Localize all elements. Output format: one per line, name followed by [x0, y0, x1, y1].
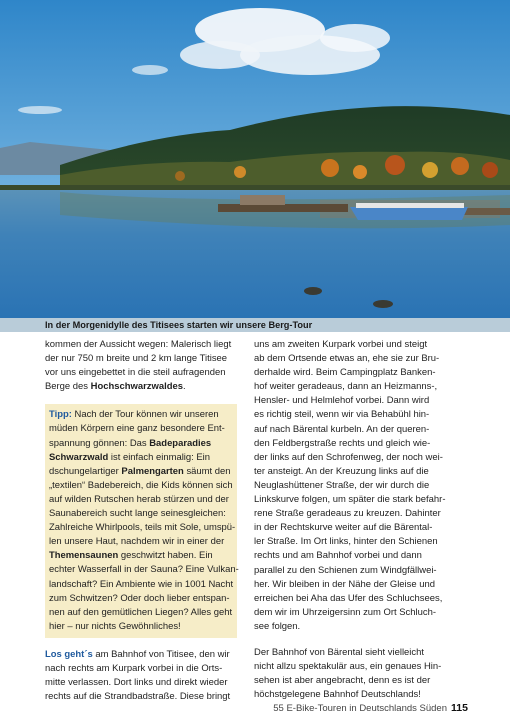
text-line: uns am zweiten Kurpark vorbei und steigt — [254, 339, 428, 350]
text-line: Hensler- und Helmlehof vorbei. Dann wird — [254, 395, 430, 407]
text-line: sehen ist aber angebracht, denn es ist der — [254, 675, 431, 687]
los-gehts-paragraph: Los geht´s am Bahnhof von Titisee, den wir nach rechts am Kurpark vorbei in die Orts- mitte verlassen. Dort links und direkt wieder rechts auf die Strandbadstraße. Diese bringt — [45, 648, 231, 703]
text-line: erreichen bei Aha das Ufer des Schluchsees, — [254, 592, 443, 604]
text-line: hof weiter geradeaus, dann an Heizmanns-, — [254, 381, 438, 393]
text-line: der nur 750 m breite und 2 km lange Titisee — [45, 353, 228, 365]
text-line: Neuglashüttener Straße, der wir durch die — [254, 479, 430, 491]
photo-caption: In der Morgenidylle des Titisees starten wir unsere Berg-Tour — [45, 320, 313, 330]
text-line: her. Wir bleiben in der Nähe der Gleise und — [254, 578, 435, 590]
text-line: ter ansteigt. An der Kreuzung links auf die — [254, 465, 429, 477]
text-line: parallel zu den Schienen zum Windgfällwei- — [254, 564, 437, 576]
text-line: ab dem Ortsende etwas an, ehe sie zur Bru- — [254, 353, 440, 365]
tip-label: Tipp: — [49, 409, 72, 421]
text-line: ler Straße. Im Ort links, hinter den Schienen — [254, 536, 438, 548]
book-title: 55 E-Bike-Touren in Deutschlands Süden — [273, 703, 447, 714]
text-line: auf nach Bärental kurbeln. An der queren- — [254, 423, 430, 435]
text-line: kommen der Aussicht wegen: Malerisch liegt — [45, 339, 232, 350]
right-column — [254, 338, 447, 702]
text-line: Der Bahnhof von Bärental sieht vielleicht — [254, 646, 424, 658]
text-line: den Feldbergstraße rechts und gleich wie- — [254, 437, 431, 449]
text-line: nicht allzu spektakulär aus, ein genaues Hin- — [254, 661, 442, 673]
text-line: in der Rechtskurve weiter auf die Bärental- — [254, 522, 433, 534]
text-line: see folgen. — [254, 620, 301, 632]
page-number: 115 — [451, 702, 468, 714]
page-footer — [0, 700, 510, 720]
left-column — [45, 338, 237, 704]
lake-photo — [0, 0, 510, 318]
tip-box: Tipp: Nach der Tour können wir unseren müden Körpern eine ganz besondere Ent- spannung gönnen: Das Badeparadies Schwarzwald ist einfach einmalig: Ein dschungelartiger Palmengarten säumt den „textilen“ Badebereich, die Kids können sich auf wilden Rutschen herab stürzen und der Saunabereich sucht lange seinesgleichen: Zahlreiche Whirlpools, teils mit Sole, umspü- len unsere Haut, nachdem wir in einer der Themensaunen geschwitzt haben. Ein echter Wasserfall in der Sauna? Eine Vulkan- landschaft? Ein Ambiente wie in 1001 Nacht zum Schwitzen? Oder doch lieber entspan- nen auf den gemütlichen Liegen? Alles geht hier – nur nichts Gewöhnliches! — [45, 404, 237, 638]
text-line: rechts und am Bahnhof vorbei und dann — [254, 550, 422, 562]
photo-caption-bar — [0, 318, 510, 332]
los-gehts-label: Los geht´s — [45, 648, 93, 660]
text-line: Linkskurve folgen, um später die stark befahr- — [254, 494, 446, 506]
text-line: rene Straße geradeaus zu kreuzen. Dahinter — [254, 508, 441, 520]
text-line: der links auf den Schrofenweg, der noch wei- — [254, 451, 443, 463]
text-line: höchstgelegene Bahnhof Deutschlands! — [254, 689, 421, 701]
text-line: Berge des Hochschwarzwaldes. — [45, 381, 186, 393]
text-line: dem wir im Uhrzeigersinn zum Ort Schluch- — [254, 606, 436, 618]
text-line: vor uns eingebettet in die steil aufragenden — [45, 367, 226, 379]
bold-term: Hochschwarzwaldes — [90, 381, 183, 393]
text-line: derhalde wird. Beim Campingplatz Banken- — [254, 367, 436, 379]
text-line: es richtig steil, wenn wir via Behabühl hin- — [254, 409, 430, 421]
